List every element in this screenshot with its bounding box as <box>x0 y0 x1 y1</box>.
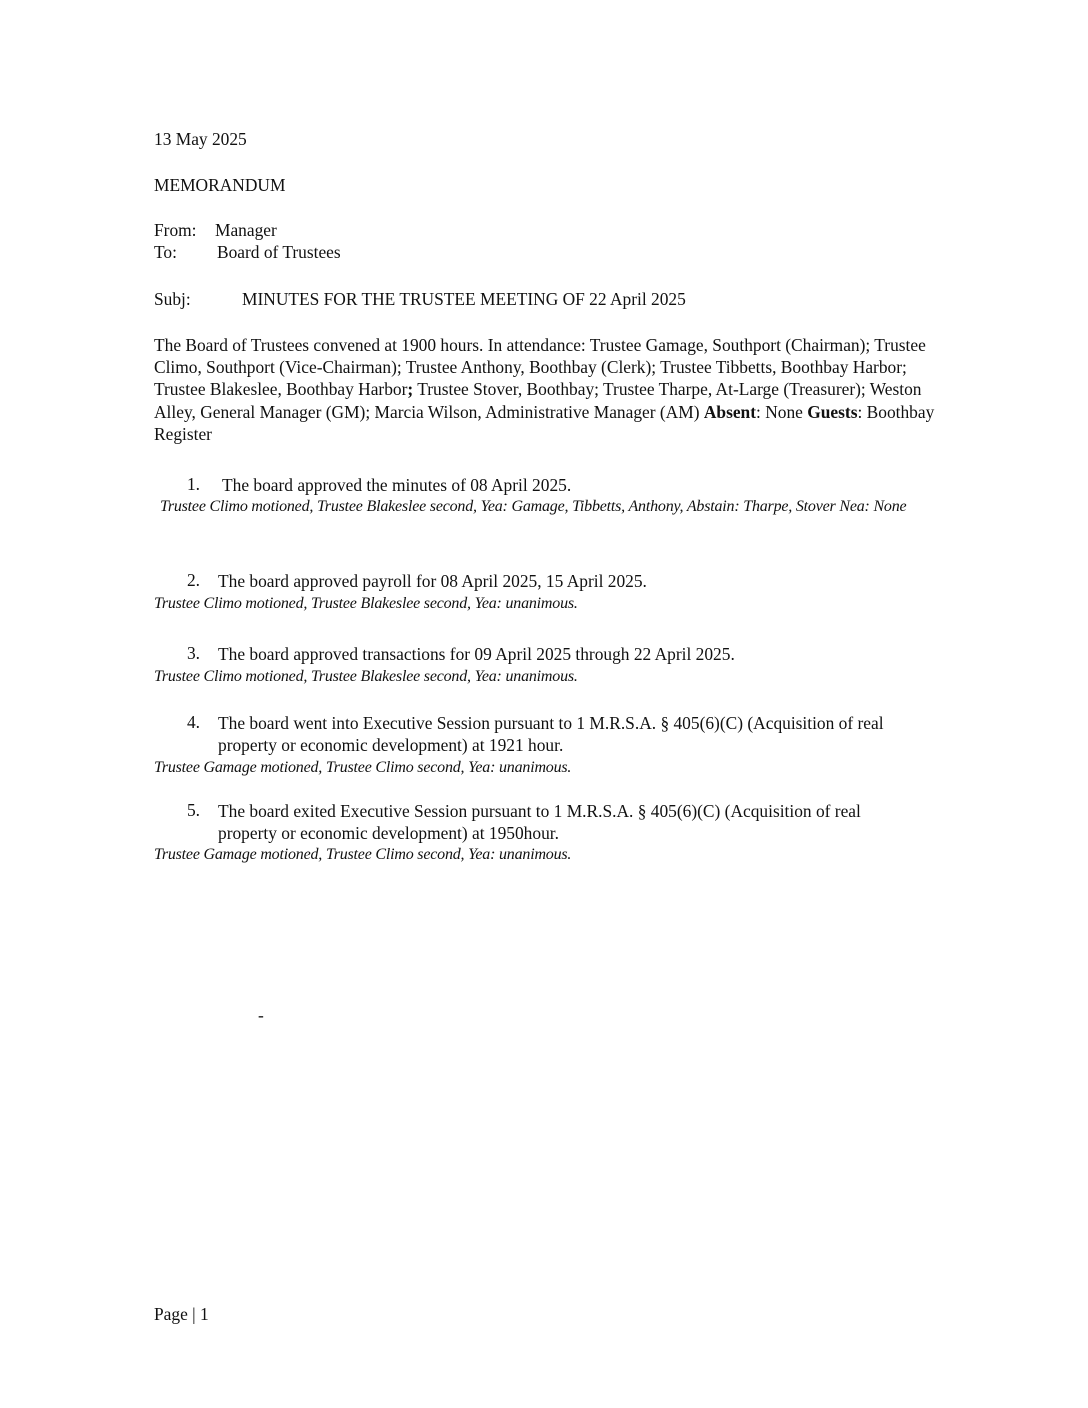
guests-label: Guests <box>807 401 858 422</box>
page-number-footer: Page | 1 <box>154 1304 209 1324</box>
item-number: 1. <box>186 474 200 494</box>
from-label: From: <box>154 220 197 240</box>
subject-label: Subj: <box>154 289 191 309</box>
to-value: Board of Trustees <box>217 242 341 262</box>
guests-value: : Boothbay Register <box>154 401 935 444</box>
item-text: The board approved transactions for 09 April 2025 through 22 April 2025. <box>218 644 735 664</box>
absent-label: Absent <box>703 401 757 422</box>
item-number: 4. <box>186 712 200 732</box>
item-motion: Trustee Climo motioned, Trustee Blakeslee second, Yea: unanimous. <box>154 668 578 685</box>
item-motion: Trustee Climo motioned, Trustee Blakeslee second, Yea: unanimous. <box>154 595 578 612</box>
stray-dash-mark: - <box>258 1005 264 1025</box>
from-value: Manager <box>215 220 277 240</box>
memo-type-heading: MEMORANDUM <box>154 175 286 195</box>
attendance-text-cont: Trustee Stover, Boothbay; Trustee Tharpe, At-Large (Treasurer); Weston Alley, General Manager (GM); Marcia Wilson, Administrative Manager (AM) <box>154 379 922 422</box>
absent-value: : None <box>756 401 808 422</box>
attendance-semicolon: ; <box>407 379 414 400</box>
item-text: The board went into Executive Session pursuant to 1 M.R.S.A. § 405(6)(C) (Acquisition of real property or economic development) at 1921 hour. <box>218 713 884 756</box>
item-motion: Trustee Gamage motioned, Trustee Climo second, Yea: unanimous. <box>154 846 572 863</box>
item-text: The board exited Executive Session pursuant to 1 M.R.S.A. § 405(6)(C) (Acquisition of real property or economic development) at 1950hour. <box>218 801 861 844</box>
item-number: 3. <box>186 643 200 663</box>
to-label: To: <box>154 242 177 262</box>
item-text: The board approved the minutes of 08 April 2025. <box>222 475 572 495</box>
intro-paragraph <box>154 334 944 445</box>
item-number: 5. <box>186 800 200 820</box>
subject-value: MINUTES FOR THE TRUSTEE MEETING OF 22 April 2025 <box>242 289 686 309</box>
attendance-text: The Board of Trustees convened at 1900 hours. In attendance: Trustee Gamage, Southport (Chairman); Trustee Climo, Southport (Vice-Chairman); Trustee Anthony, Boothbay (Clerk); Trustee Tibbetts, Boothbay Harbor; Trustee Blakeslee, Boothbay Harbor <box>154 335 926 400</box>
item-text: The board approved payroll for 08 April 2025, 15 April 2025. <box>218 571 647 591</box>
item-motion: Trustee Gamage motioned, Trustee Climo second, Yea: unanimous. <box>154 759 572 776</box>
memo-date: 13 May 2025 <box>154 129 247 149</box>
item-number: 2. <box>186 570 200 590</box>
item-motion: Trustee Climo motioned, Trustee Blakeslee second, Yea: Gamage, Tibbetts, Anthony, Abstain: Tharpe, Stover Nea: None <box>160 498 907 515</box>
